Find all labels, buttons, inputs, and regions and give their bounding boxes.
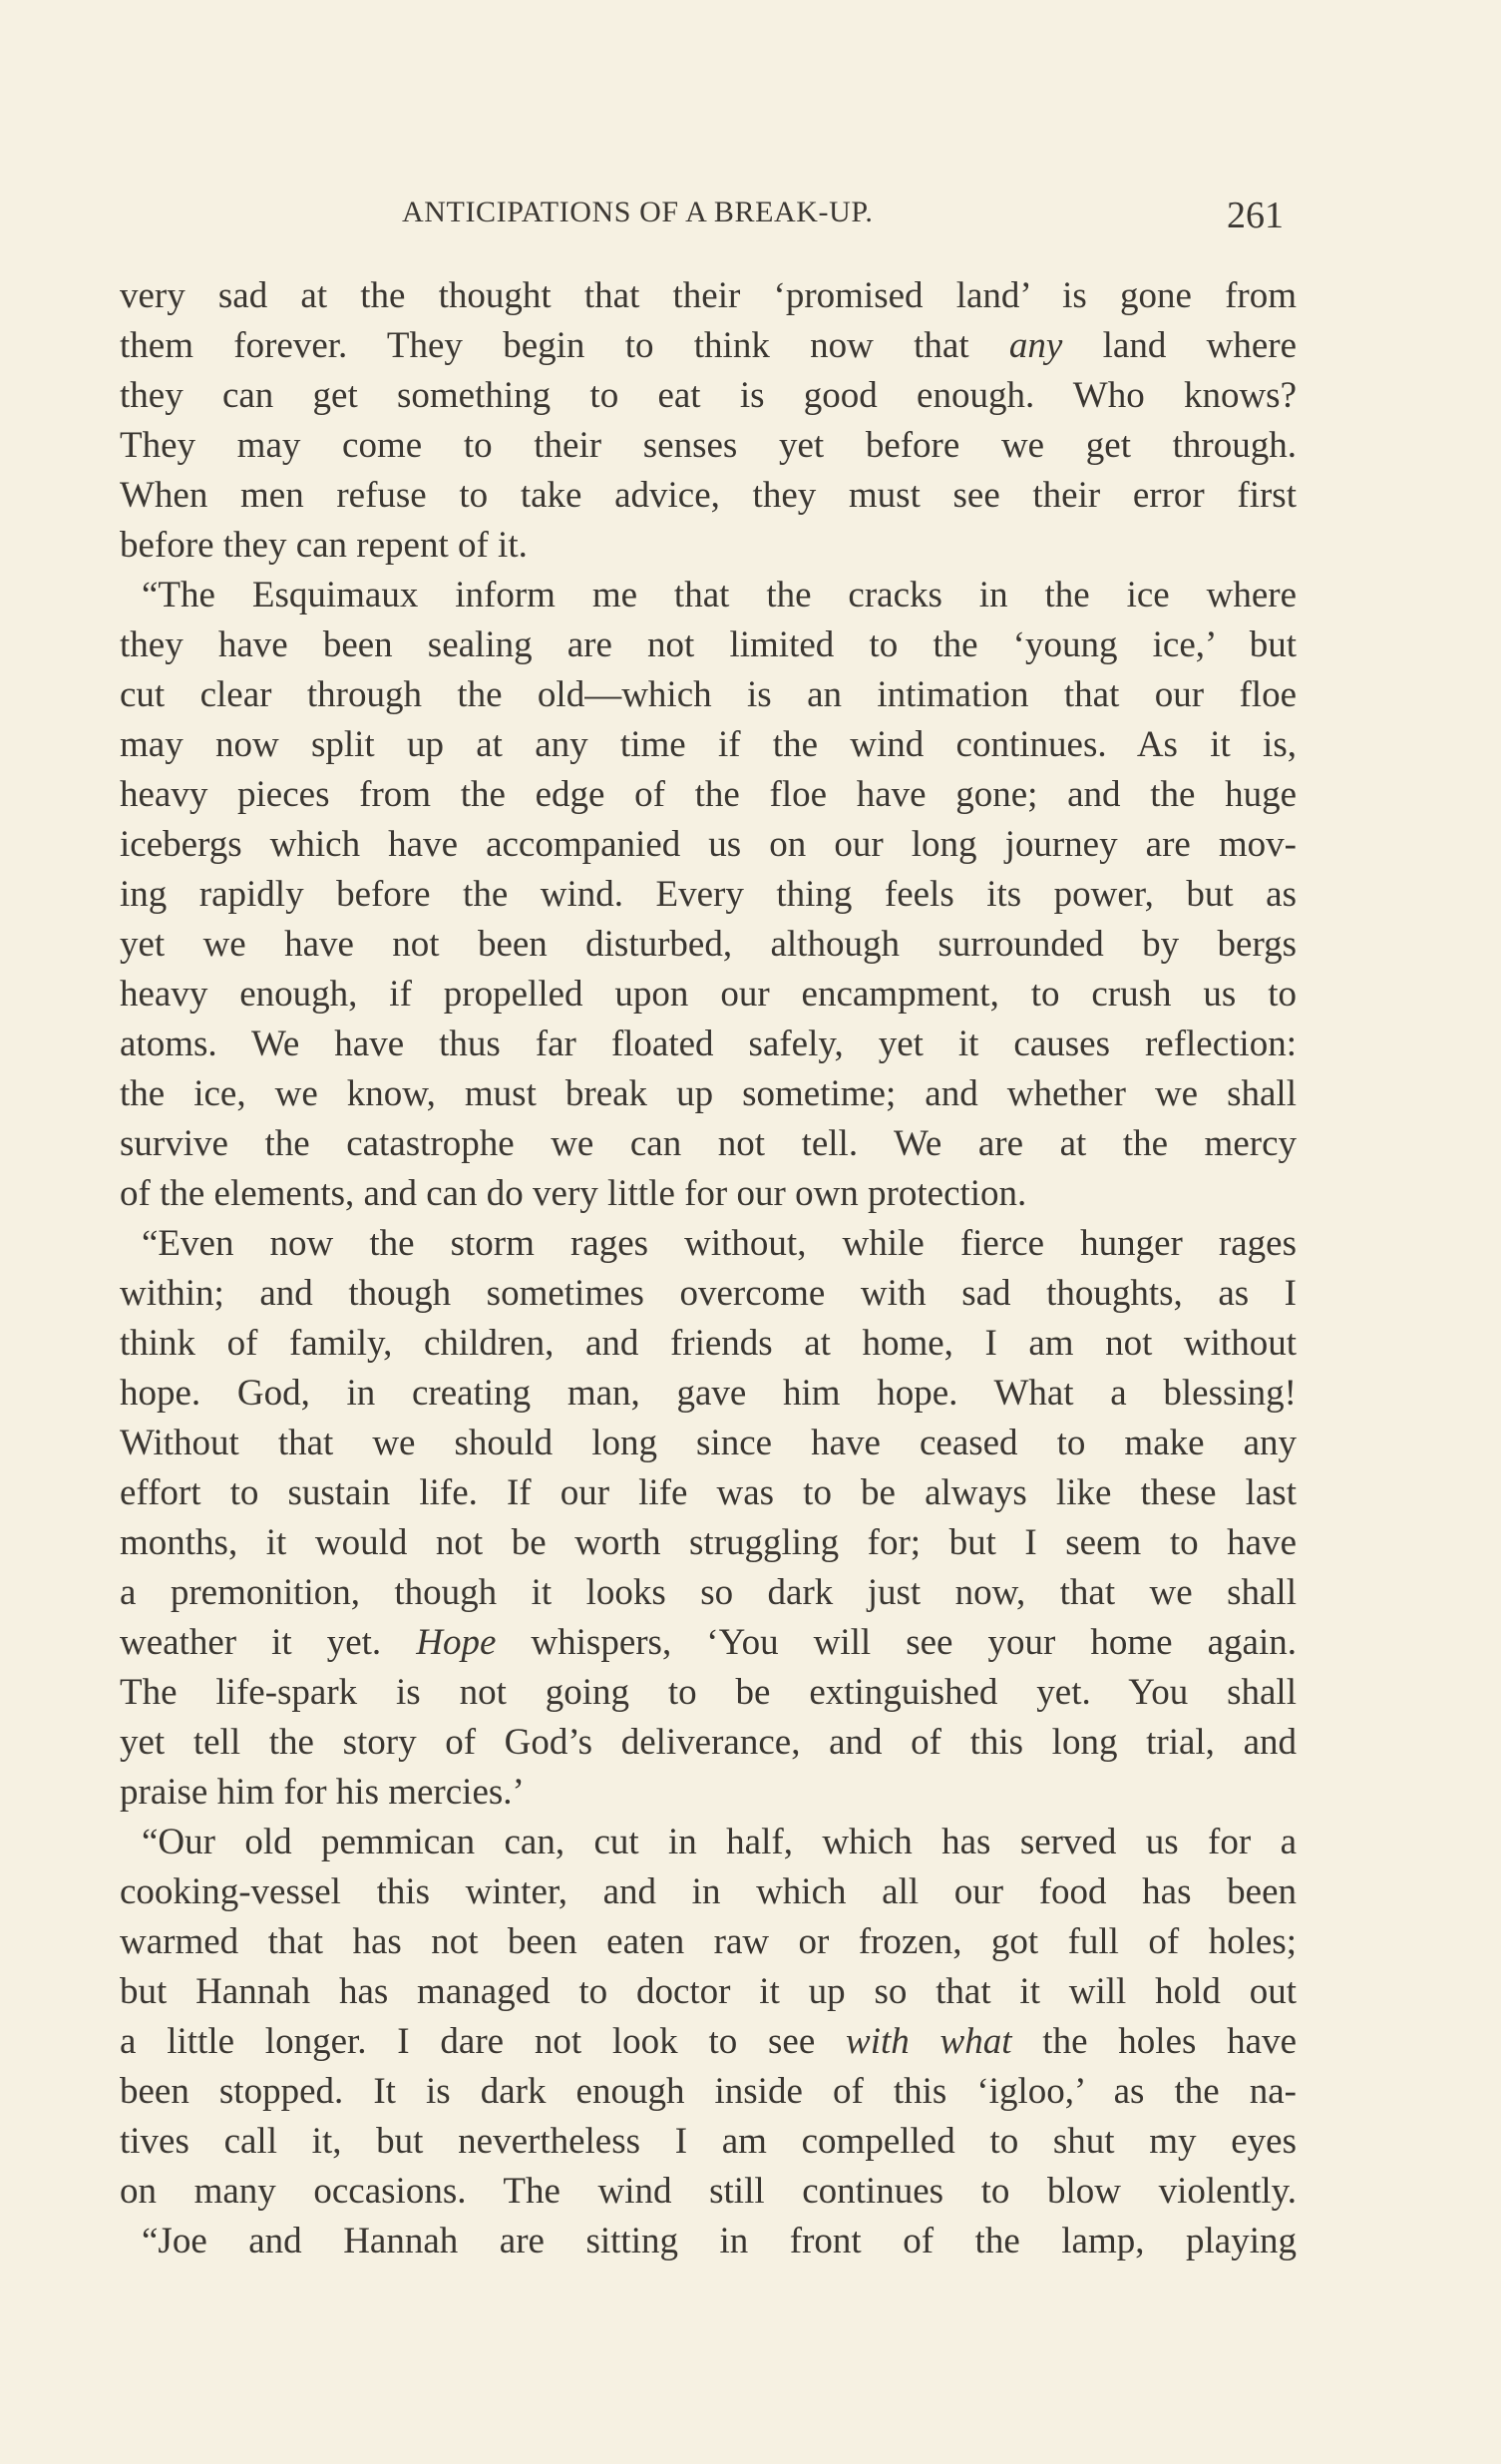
text-line <box>120 2167 1297 2217</box>
text-segment: the ice, we know, must break up sometime; and whether we shall <box>120 1073 1297 1114</box>
text-line <box>120 2117 1297 2167</box>
text-line <box>120 2217 1297 2266</box>
text-line <box>120 1419 1297 1468</box>
text-segment: a premonition, though it looks so dark just now, that we shall <box>120 1572 1297 1613</box>
text-line <box>120 1867 1297 1917</box>
italic-text: with what <box>846 2021 1012 2062</box>
text-segment: hope. God, in creating man, gave him hope. What a blessing! <box>120 1373 1297 1414</box>
text-segment: they can get something to eat is good enough. Who knows? <box>120 375 1297 416</box>
body-text <box>120 271 1297 2266</box>
page-number: 261 <box>1227 195 1284 236</box>
text-line <box>120 1269 1297 1319</box>
text-segment: think of family, children, and friends at home, I am not without <box>120 1323 1297 1364</box>
text-line <box>120 920 1297 970</box>
text-segment: but Hannah has managed to doctor it up so that it will hold out <box>120 1971 1297 2012</box>
text-line <box>120 1468 1297 1518</box>
text-segment: they have been sealing are not limited to the ‘young ice,’ but <box>120 624 1297 665</box>
text-segment: “Even now the storm rages without, while fierce hunger rages <box>142 1223 1297 1264</box>
text-line <box>120 371 1297 421</box>
text-segment: heavy pieces from the edge of the floe have gone; and the huge <box>120 774 1297 815</box>
text-segment: yet tell the story of God’s deliverance, and of this long trial, and <box>120 1722 1297 1763</box>
text-segment: The life-spark is not going to be extinguished yet. You shall <box>120 1672 1297 1713</box>
text-line <box>120 571 1297 620</box>
text-segment: been stopped. It is dark enough inside of this ‘igloo,’ as the na- <box>120 2071 1297 2112</box>
text-line <box>120 1369 1297 1419</box>
text-line <box>120 471 1297 521</box>
text-segment: may now split up at any time if the wind continues. As it is, <box>120 724 1297 765</box>
text-line <box>120 1967 1297 2017</box>
text-segment: the holes have <box>1011 2021 1297 2062</box>
text-line <box>120 870 1297 920</box>
text-line <box>120 1119 1297 1169</box>
text-line <box>120 1568 1297 1618</box>
text-line <box>120 1069 1297 1119</box>
text-segment: yet we have not been disturbed, although surrounded by bergs <box>120 924 1297 965</box>
text-segment: ing rapidly before the wind. Every thing feels its power, but as <box>120 874 1297 915</box>
text-line <box>120 421 1297 471</box>
text-segment: “The Esquimaux inform me that the cracks in the ice where <box>142 575 1297 616</box>
text-segment: “Joe and Hannah are sitting in front of the lamp, playing <box>142 2221 1297 2261</box>
text-segment: cut clear through the old—which is an intimation that our floe <box>120 674 1297 715</box>
text-segment: heavy enough, if propelled upon our encampment, to crush us to <box>120 974 1297 1015</box>
text-segment: praise him for his mercies.’ <box>120 1772 525 1813</box>
text-segment: Without that we should long since have ceased to make any <box>120 1423 1297 1463</box>
text-line <box>120 1618 1297 1668</box>
text-segment: land where <box>1062 325 1297 366</box>
text-segment: within; and though sometimes overcome with sad thoughts, as I <box>120 1273 1297 1314</box>
text-line <box>120 271 1297 321</box>
text-segment: cooking-vessel this winter, and in which all our food has been <box>120 1871 1297 1912</box>
italic-text: any <box>1008 325 1063 366</box>
text-segment: effort to sustain life. If our life was to be always like these last <box>120 1472 1297 1513</box>
text-segment: When men refuse to take advice, they must see their error first <box>120 475 1297 516</box>
text-segment: atoms. We have thus far floated safely, yet it causes reflection: <box>120 1024 1297 1064</box>
text-segment: survive the catastrophe we can not tell. We are at the mercy <box>120 1123 1297 1164</box>
text-segment: tives call it, but nevertheless I am compelled to shut my eyes <box>120 2121 1297 2162</box>
text-line <box>120 1668 1297 1718</box>
text-line <box>120 770 1297 820</box>
text-line <box>120 720 1297 770</box>
italic-text: Hope <box>416 1622 497 1663</box>
text-line <box>120 521 1297 571</box>
text-line <box>120 620 1297 670</box>
text-segment: months, it would not be worth struggling for; but I seem to have <box>120 1522 1297 1563</box>
text-line <box>120 1718 1297 1768</box>
text-line <box>120 1768 1297 1818</box>
running-title: ANTICIPATIONS OF A BREAK-UP. <box>402 196 874 228</box>
text-line <box>120 2067 1297 2117</box>
text-line <box>120 1518 1297 1568</box>
text-segment: them forever. They begin to think now that <box>120 325 1009 366</box>
text-line <box>120 1818 1297 1867</box>
text-line <box>120 970 1297 1020</box>
text-line <box>120 321 1297 371</box>
text-line <box>120 670 1297 720</box>
text-segment: warmed that has not been eaten raw or frozen, got full of holes; <box>120 1921 1297 1962</box>
text-segment: whispers, ‘You will see your home again. <box>496 1622 1297 1663</box>
text-line <box>120 2017 1297 2067</box>
text-segment: a little longer. I dare not look to see <box>120 2021 847 2062</box>
text-segment: weather it yet. <box>120 1622 417 1663</box>
text-segment: They may come to their senses yet before we get through. <box>120 425 1297 466</box>
text-line <box>120 1020 1297 1069</box>
text-line <box>120 1219 1297 1269</box>
text-segment: “Our old pemmican can, cut in half, which has served us for a <box>142 1822 1297 1862</box>
text-line <box>120 1917 1297 1967</box>
text-segment: before they can repent of it. <box>120 525 528 566</box>
text-line <box>120 820 1297 870</box>
text-line <box>120 1169 1297 1219</box>
text-segment: on many occasions. The wind still continues to blow violently. <box>120 2171 1297 2212</box>
text-segment: of the elements, and can do very little for our own protection. <box>120 1173 1027 1214</box>
text-segment: icebergs which have accompanied us on our long journey are mov- <box>120 824 1297 865</box>
text-segment: very sad at the thought that their ‘promised land’ is gone from <box>120 275 1297 316</box>
text-line <box>120 1319 1297 1369</box>
